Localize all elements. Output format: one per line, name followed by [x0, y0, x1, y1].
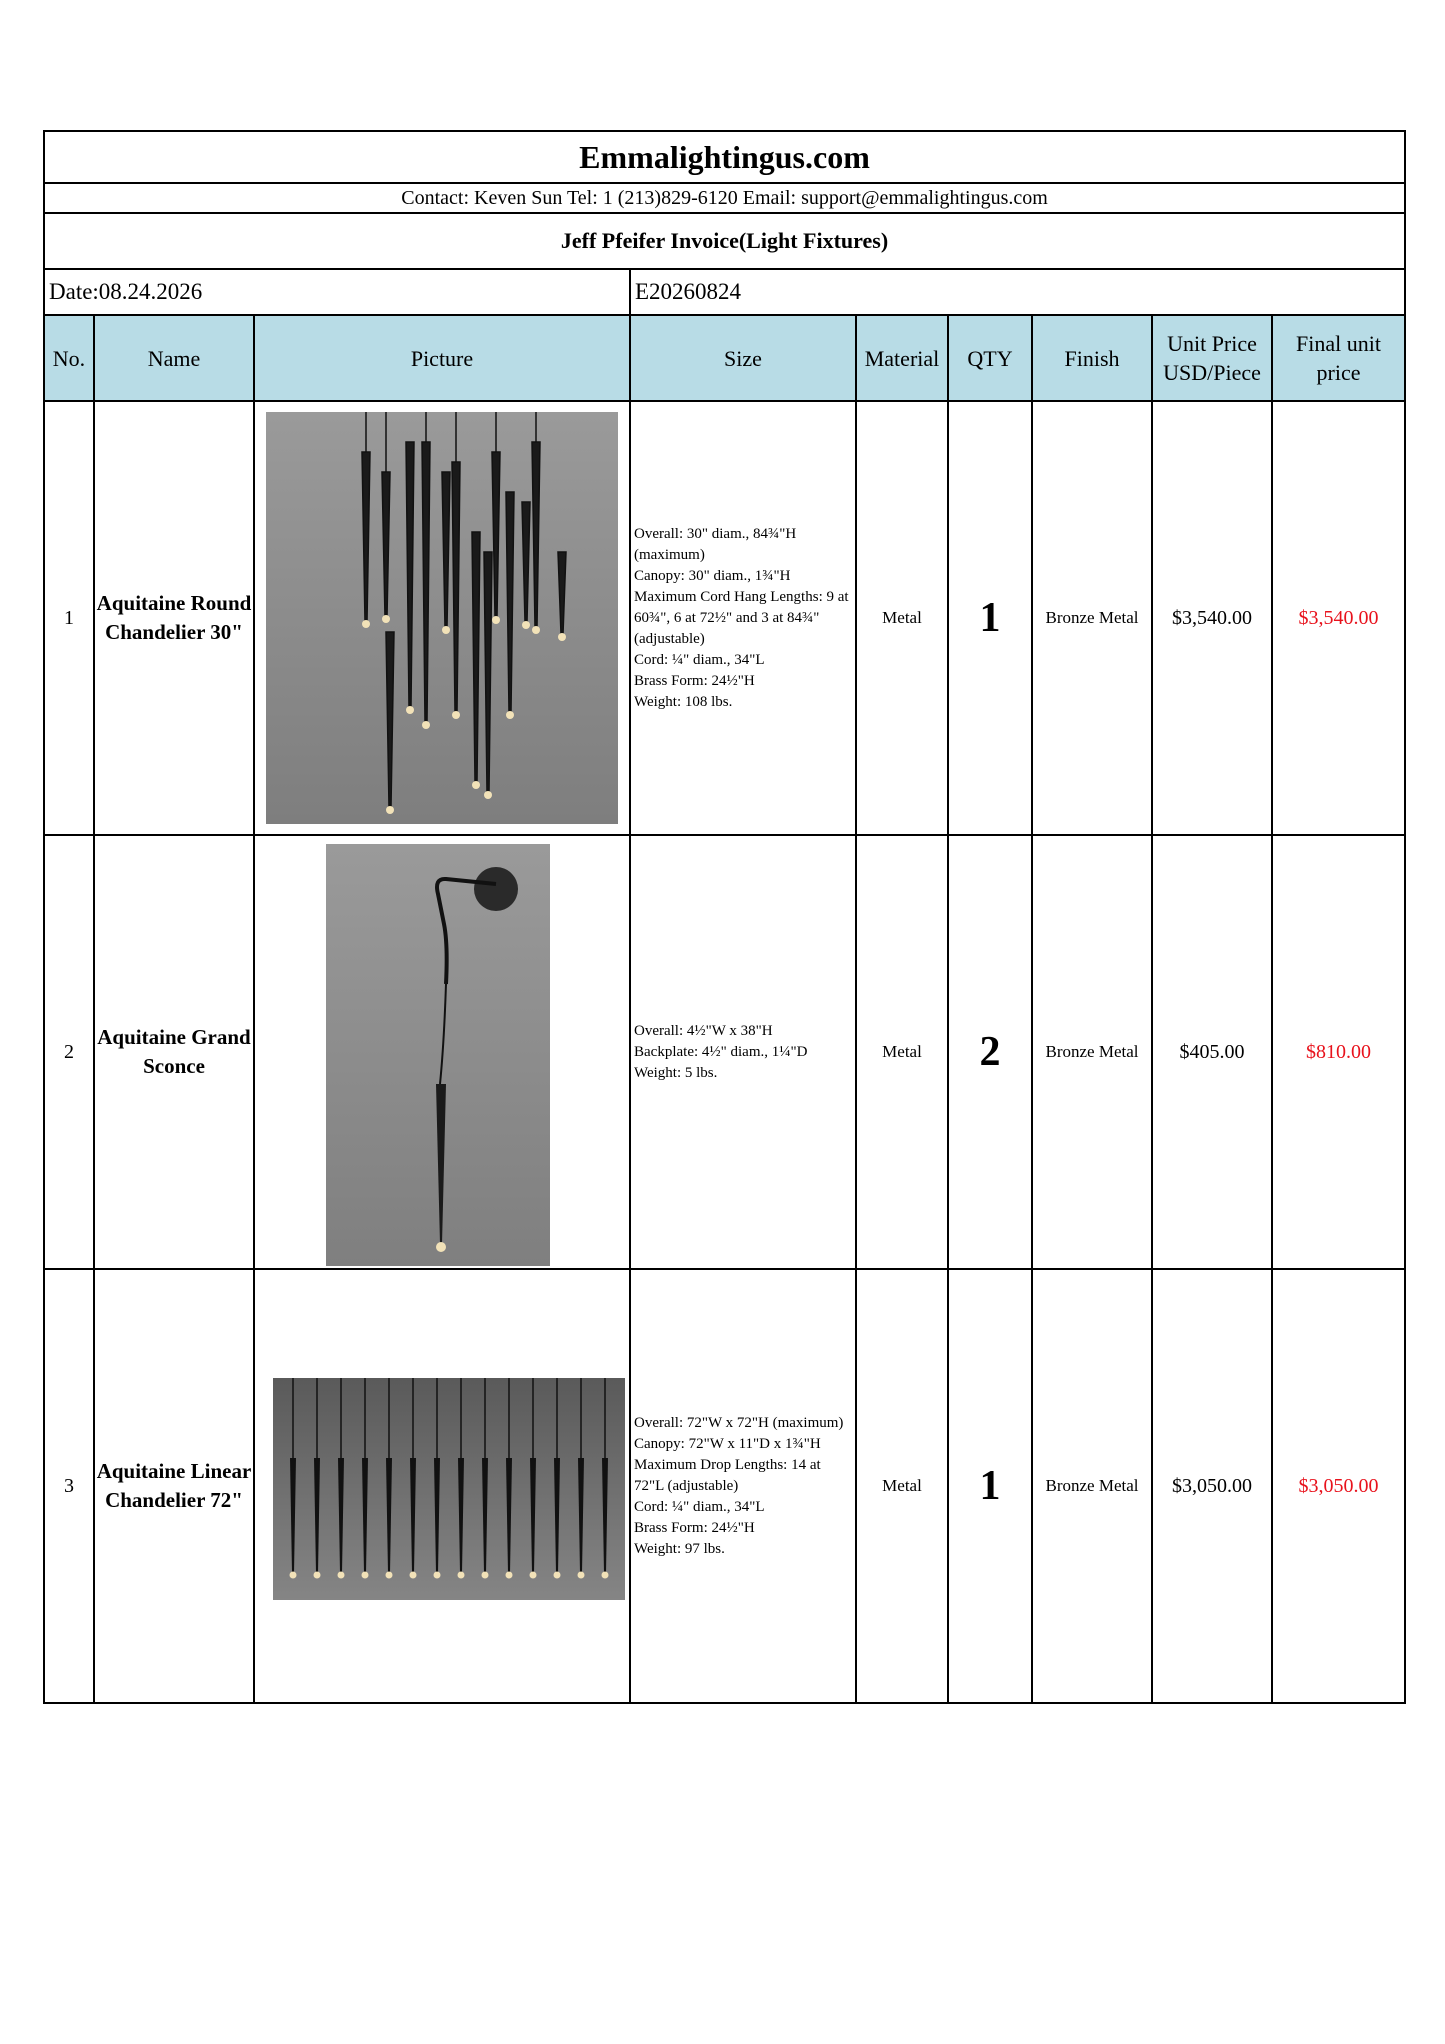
invoice-sheet [43, 130, 1404, 1704]
item-material: Metal [856, 835, 948, 1269]
col-header-material: Material [856, 315, 948, 401]
product-photo [326, 844, 550, 1266]
invoice-date: Date:08.24.2026 [44, 269, 630, 315]
table-row [44, 401, 1405, 835]
item-unit-price: $3,540.00 [1152, 401, 1272, 835]
col-header-final-price: Final unit price [1272, 315, 1405, 401]
invoice-title: Jeff Pfeifer Invoice(Light Fixtures) [44, 213, 1405, 269]
round-chandelier-illustration [266, 412, 618, 824]
item-final-price: $3,050.00 [1272, 1269, 1405, 1703]
item-picture-cell [254, 401, 630, 835]
item-name: Aquitaine Grand Sconce [94, 835, 254, 1269]
product-photo [266, 412, 618, 824]
item-size: Overall: 30" diam., 84¾"H (maximum) Canopy: 30" diam., 1¾"H Maximum Cord Hang Lengths: 9 at 60¾", 6 at 72½" and 3 at 84¾" (adjustable) Cord: ¼" diam., 34"L Brass Form: 24½"H Weight: 108 lbs. [630, 401, 856, 835]
invoice-number: E20260824 [630, 269, 1405, 315]
item-number: 3 [44, 1269, 94, 1703]
item-material: Metal [856, 401, 948, 835]
item-qty: 1 [948, 401, 1032, 835]
col-header-finish: Finish [1032, 315, 1152, 401]
item-finish: Bronze Metal [1032, 1269, 1152, 1703]
item-qty: 2 [948, 835, 1032, 1269]
item-name: Aquitaine Round Chandelier 30" [94, 401, 254, 835]
col-header-qty: QTY [948, 315, 1032, 401]
item-finish: Bronze Metal [1032, 835, 1152, 1269]
item-name: Aquitaine Linear Chandelier 72" [94, 1269, 254, 1703]
site-title: Emmalightingus.com [44, 131, 1405, 183]
table-row [44, 1269, 1405, 1703]
item-unit-price: $405.00 [1152, 835, 1272, 1269]
col-header-no: No. [44, 315, 94, 401]
item-number: 2 [44, 835, 94, 1269]
table-row [44, 835, 1405, 1269]
linear-chandelier-illustration [273, 1378, 625, 1600]
item-finish: Bronze Metal [1032, 401, 1152, 835]
item-picture-cell [254, 1269, 630, 1703]
item-size: Overall: 72"W x 72"H (maximum) Canopy: 72"W x 11"D x 1¾"H Maximum Drop Lengths: 14 at 72"L (adjustable) Cord: ¼" diam., 34"L Brass Form: 24½"H Weight: 97 lbs. [630, 1269, 856, 1703]
col-header-size: Size [630, 315, 856, 401]
item-final-price: $3,540.00 [1272, 401, 1405, 835]
item-final-price: $810.00 [1272, 835, 1405, 1269]
col-header-name: Name [94, 315, 254, 401]
item-qty: 1 [948, 1269, 1032, 1703]
item-material: Metal [856, 1269, 948, 1703]
item-size: Overall: 4½"W x 38"H Backplate: 4½" diam., 1¼"D Weight: 5 lbs. [630, 835, 856, 1269]
column-header-row [44, 315, 1405, 401]
item-number: 1 [44, 401, 94, 835]
product-photo [273, 1378, 625, 1600]
item-unit-price: $3,050.00 [1152, 1269, 1272, 1703]
col-header-unit-price: Unit Price USD/Piece [1152, 315, 1272, 401]
grand-sconce-illustration [326, 844, 550, 1266]
col-header-picture: Picture [254, 315, 630, 401]
invoice-table [43, 130, 1406, 1704]
item-picture-cell [254, 835, 630, 1269]
contact-line: Contact: Keven Sun Tel: 1 (213)829-6120 Email: support@emmalightingus.com [44, 183, 1405, 213]
